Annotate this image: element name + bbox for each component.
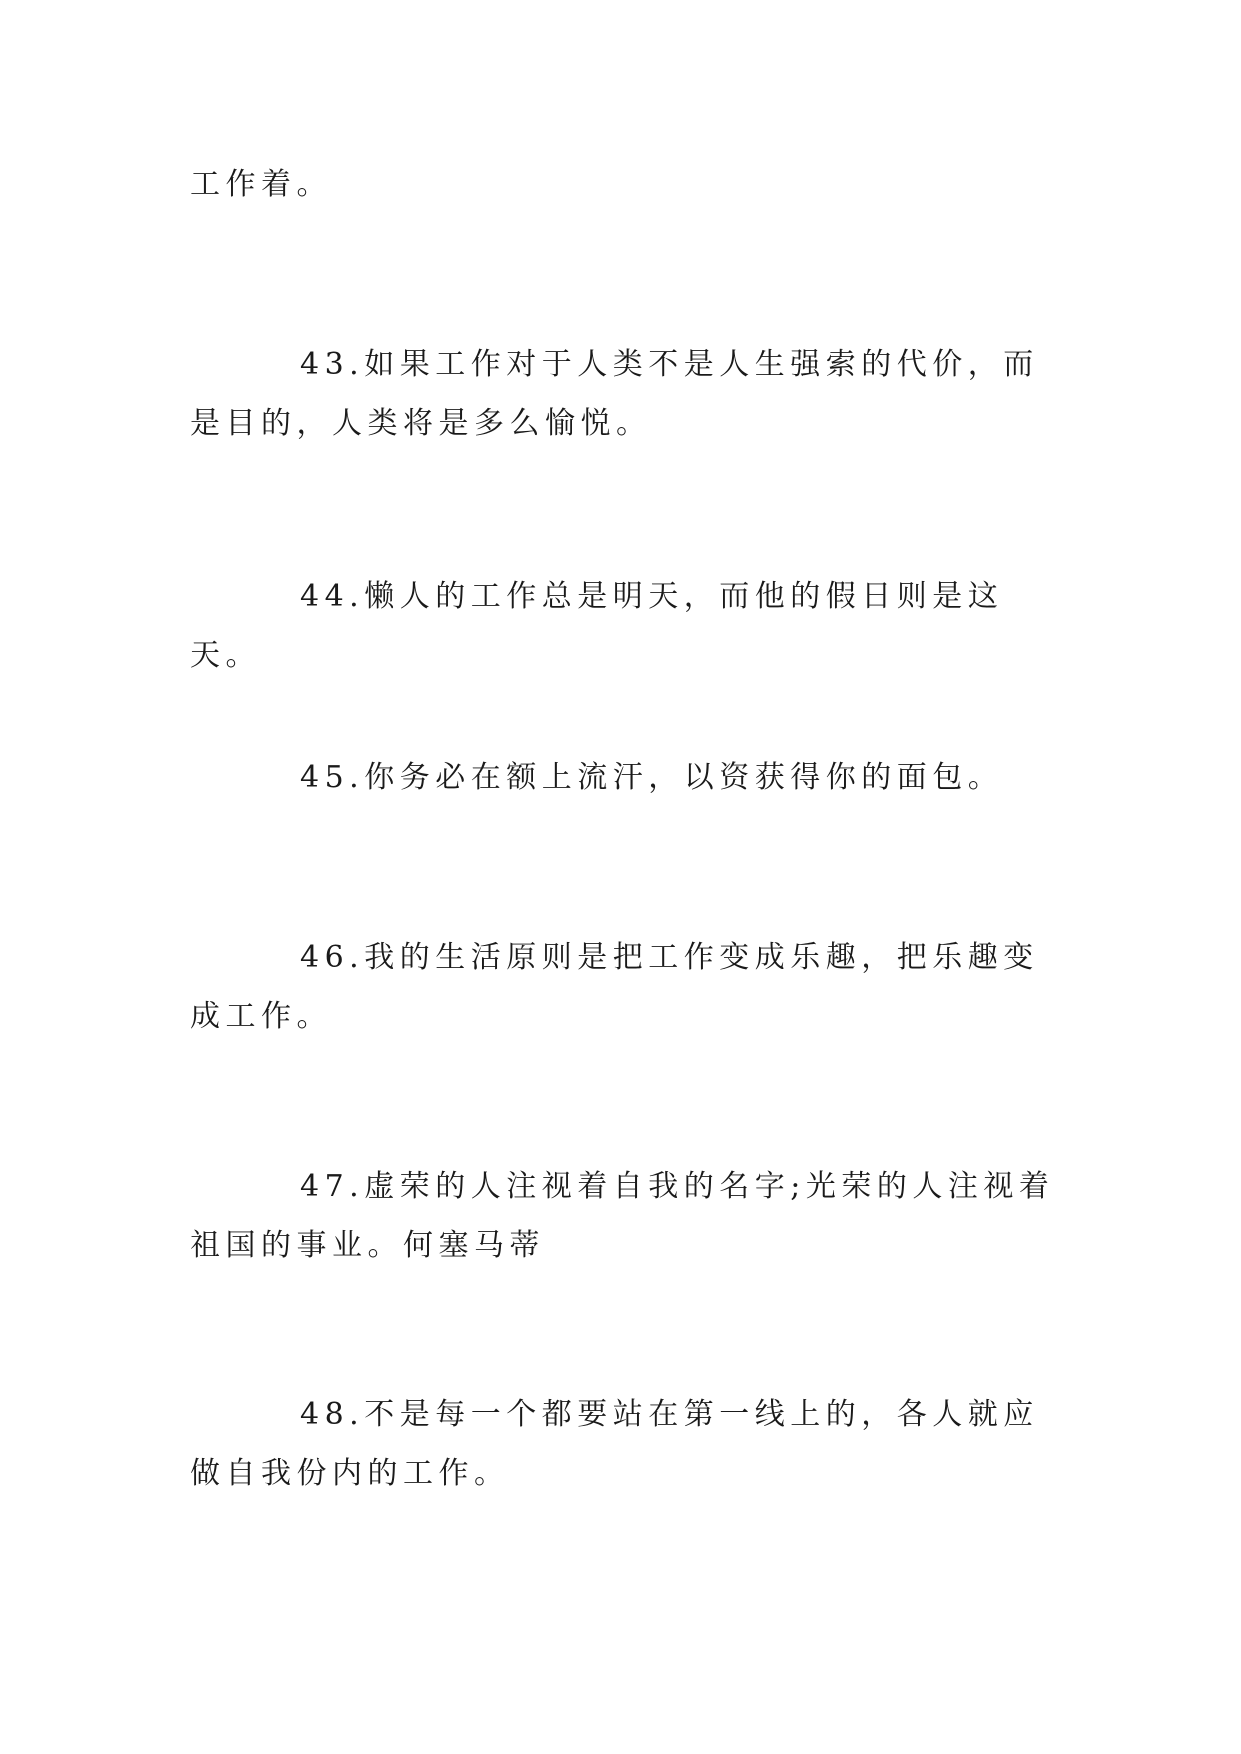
paragraph-continuation: 工作着。 (190, 167, 332, 202)
quote-47: 47.虚荣的人注视着自我的名字;光荣的人注视着祖国的事业。何塞马蒂 (190, 1169, 1055, 1263)
quote-44: 44.懒人的工作总是明天，而他的假日则是这天。 (190, 579, 1004, 673)
quote-45: 45.你务必在额上流汗，以资获得你的面包。 (300, 760, 1004, 795)
quote-46: 46.我的生活原则是把工作变成乐趣，把乐趣变成工作。 (190, 940, 1039, 1034)
quote-48: 48.不是每一个都要站在第一线上的，各人就应做自我份内的工作。 (190, 1397, 1039, 1491)
quote-43: 43.如果工作对于人类不是人生强索的代价，而是目的，人类将是多么愉悦。 (190, 347, 1039, 441)
